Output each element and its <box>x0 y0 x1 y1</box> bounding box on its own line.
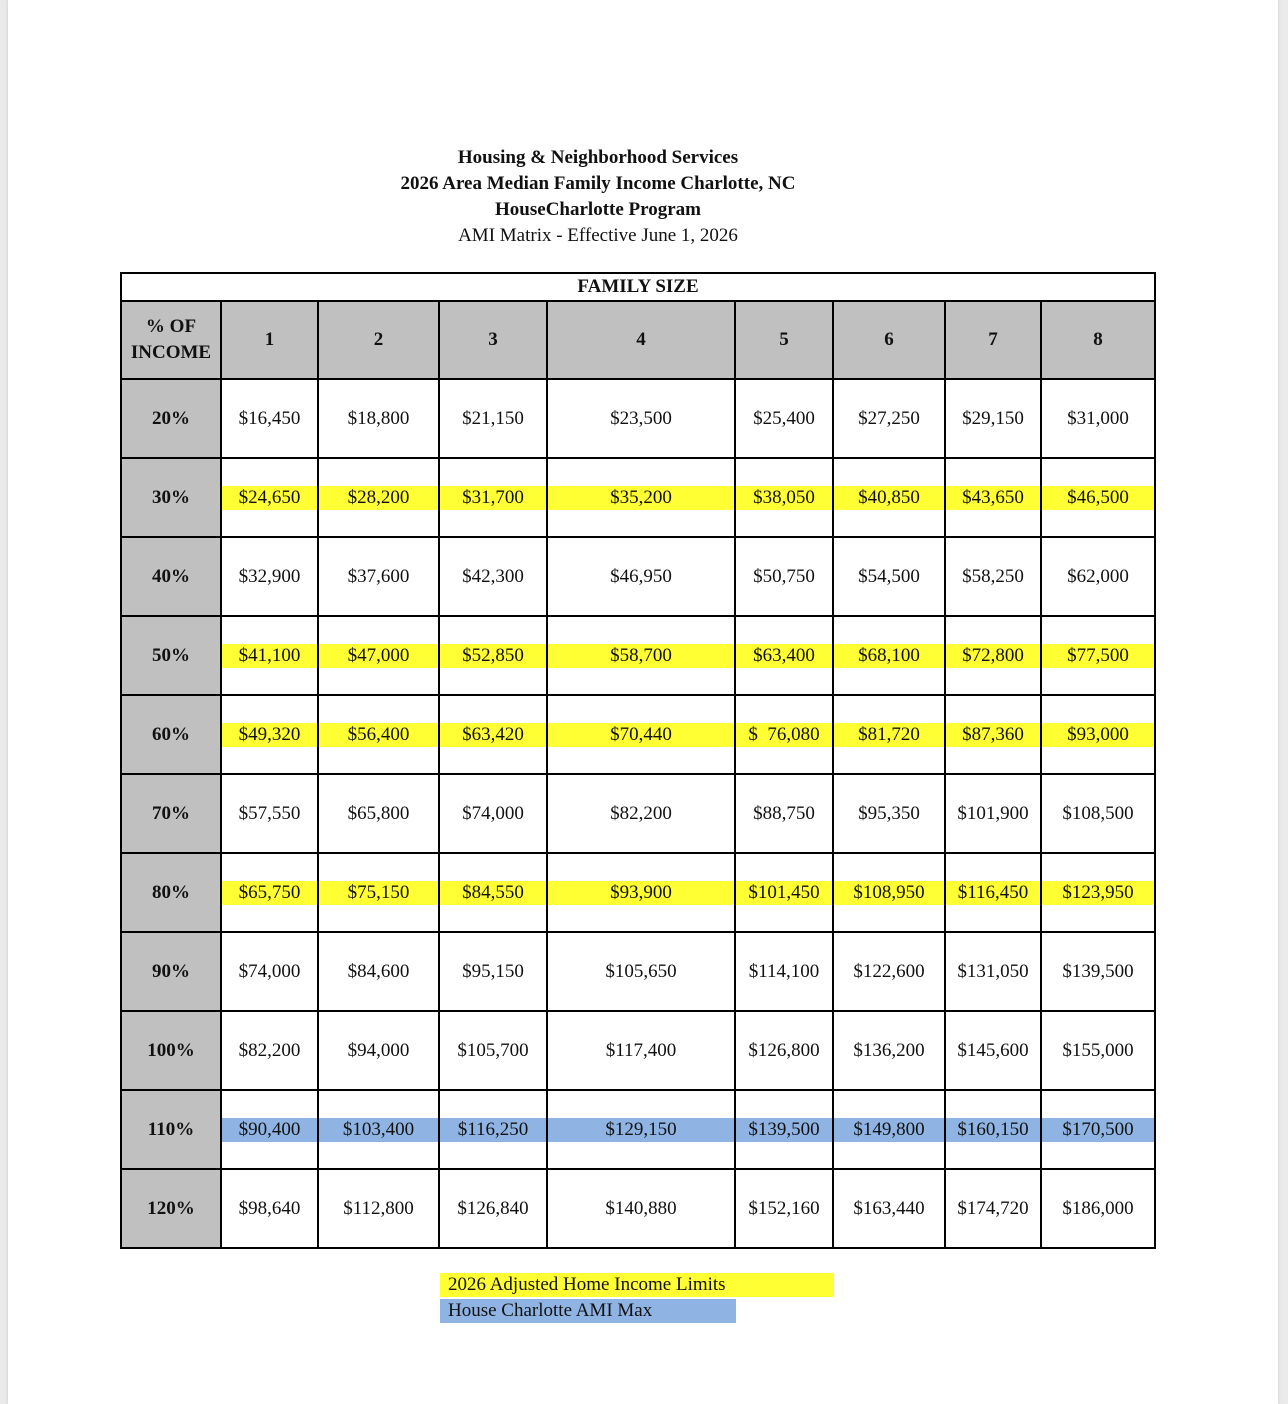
income-percent-cell: 40% <box>121 537 221 616</box>
income-limit-value: $149,800 <box>834 1118 944 1142</box>
income-percent-cell: 90% <box>121 932 221 1011</box>
income-limit-value: $49,320 <box>222 723 317 747</box>
family-size-column-header: 4 <box>547 301 735 379</box>
income-limit-value: $54,500 <box>858 565 920 587</box>
income-limit-value: $136,200 <box>853 1039 925 1061</box>
income-limit-cell <box>1041 695 1155 774</box>
income-limit-value: $50,750 <box>753 565 815 587</box>
income-limit-value: $70,440 <box>548 723 734 747</box>
income-limit-value: $23,500 <box>610 407 672 429</box>
income-limit-value: $75,150 <box>319 881 438 905</box>
income-limit-value: $84,600 <box>347 960 410 982</box>
income-limit-value: $140,880 <box>605 1197 677 1219</box>
income-limit-value: $37,600 <box>347 565 410 587</box>
income-limit-cell <box>318 458 439 537</box>
table-row <box>121 932 1155 1011</box>
income-limit-cell <box>221 695 318 774</box>
income-limit-cell <box>735 1011 833 1090</box>
income-limit-cell <box>735 616 833 695</box>
income-limit-cell <box>439 379 547 458</box>
income-limit-cell <box>547 1169 735 1248</box>
income-limit-cell <box>318 695 439 774</box>
header-program: HouseCharlotte Program <box>495 199 701 220</box>
income-limit-value: $21,150 <box>462 407 524 429</box>
income-percent-cell: 120% <box>121 1169 221 1248</box>
income-limit-value: $152,160 <box>748 1197 820 1219</box>
ami-table-body <box>121 379 1155 1248</box>
income-limit-value: $163,440 <box>853 1197 925 1219</box>
income-limit-cell <box>735 853 833 932</box>
income-limit-cell <box>439 774 547 853</box>
income-limit-value: $103,400 <box>319 1118 438 1142</box>
income-limit-value: $174,720 <box>957 1197 1029 1219</box>
family-size-column-header: 5 <box>735 301 833 379</box>
income-limit-value: $43,650 <box>946 486 1040 510</box>
income-limit-cell <box>439 537 547 616</box>
income-percent-cell: 110% <box>121 1090 221 1169</box>
income-limit-cell <box>439 853 547 932</box>
income-limit-cell <box>945 537 1041 616</box>
income-limit-value: $95,350 <box>858 802 920 824</box>
income-limit-value: $24,650 <box>222 486 317 510</box>
income-percent-cell: 20% <box>121 379 221 458</box>
income-limit-value: $62,000 <box>1067 565 1129 587</box>
income-limit-cell <box>1041 537 1155 616</box>
income-limit-value: $74,000 <box>238 960 301 982</box>
document-page <box>8 0 1278 1404</box>
income-limit-value: $105,700 <box>457 1039 529 1061</box>
income-limit-cell <box>1041 932 1155 1011</box>
income-limit-value: $108,950 <box>834 881 944 905</box>
header-effective-date: AMI Matrix - Effective June 1, 2026 <box>458 225 738 246</box>
income-percent-cell: 80% <box>121 853 221 932</box>
income-limit-value: $131,050 <box>957 960 1029 982</box>
income-limit-value: $84,550 <box>440 881 546 905</box>
income-limit-cell <box>735 1090 833 1169</box>
income-limit-value: $116,250 <box>440 1118 546 1142</box>
income-limit-value: $126,840 <box>457 1197 529 1219</box>
family-size-column-header: 6 <box>833 301 945 379</box>
header-agency: Housing & Neighborhood Services <box>457 147 739 168</box>
income-limit-cell <box>439 616 547 695</box>
legend-yellow-home-income-limits: 2026 Adjusted Home Income Limits <box>440 1273 834 1297</box>
income-limit-cell <box>945 932 1041 1011</box>
income-limit-cell <box>1041 1169 1155 1248</box>
header-title: 2026 Area Median Family Income Charlotte, NC <box>400 173 796 194</box>
income-limit-value: $46,950 <box>610 565 672 587</box>
table-row <box>121 774 1155 853</box>
income-limit-value: $94,000 <box>347 1039 410 1061</box>
income-limit-value: $160,150 <box>946 1118 1040 1142</box>
income-limit-value: $82,200 <box>238 1039 301 1061</box>
income-limit-cell <box>318 1169 439 1248</box>
income-limit-value: $87,360 <box>946 723 1040 747</box>
income-limit-value: $65,750 <box>222 881 317 905</box>
income-limit-cell <box>439 1090 547 1169</box>
income-limit-value: $145,600 <box>957 1039 1029 1061</box>
income-limit-cell <box>833 1169 945 1248</box>
income-limit-cell <box>318 932 439 1011</box>
legend-blue-ami-max: House Charlotte AMI Max <box>440 1299 736 1323</box>
income-limit-value: $81,720 <box>834 723 944 747</box>
family-size-column-header: 7 <box>945 301 1041 379</box>
income-percent-cell: 60% <box>121 695 221 774</box>
income-limit-cell <box>735 537 833 616</box>
income-limit-cell <box>1041 853 1155 932</box>
income-limit-value: $88,750 <box>753 802 815 824</box>
income-limit-value: $16,450 <box>238 407 301 429</box>
family-size-column-header: 8 <box>1041 301 1155 379</box>
income-limit-cell <box>735 458 833 537</box>
income-limit-value: $25,400 <box>753 407 815 429</box>
income-limit-cell <box>833 379 945 458</box>
income-limit-cell <box>833 774 945 853</box>
income-limit-cell <box>1041 379 1155 458</box>
income-limit-cell <box>833 853 945 932</box>
income-limit-value: $42,300 <box>462 565 524 587</box>
pct-income-header <box>121 301 221 379</box>
income-limit-value: $68,100 <box>834 644 944 668</box>
income-limit-cell <box>833 537 945 616</box>
income-limit-cell <box>318 1011 439 1090</box>
income-limit-value: $139,500 <box>736 1118 832 1142</box>
income-limit-cell <box>318 537 439 616</box>
income-percent-cell: 50% <box>121 616 221 695</box>
income-limit-cell <box>547 853 735 932</box>
income-limit-value: $101,450 <box>736 881 832 905</box>
table-row <box>121 537 1155 616</box>
income-limit-cell <box>945 379 1041 458</box>
income-limit-value: $114,100 <box>748 960 820 982</box>
income-limit-cell <box>945 1169 1041 1248</box>
income-limit-cell <box>221 1169 318 1248</box>
income-limit-cell <box>221 932 318 1011</box>
income-limit-cell <box>833 932 945 1011</box>
income-limit-cell <box>945 1011 1041 1090</box>
table-row <box>121 379 1155 458</box>
income-limit-cell <box>735 695 833 774</box>
table-row <box>121 1169 1155 1248</box>
income-limit-cell <box>318 774 439 853</box>
income-limit-cell <box>833 695 945 774</box>
income-limit-value: $31,700 <box>440 486 546 510</box>
ami-matrix-table <box>120 272 1156 1249</box>
pct-income-header-line2: INCOME <box>130 342 212 363</box>
income-limit-cell <box>945 616 1041 695</box>
income-limit-value: $38,050 <box>736 486 832 510</box>
income-limit-cell <box>547 695 735 774</box>
income-limit-value: $63,400 <box>736 644 832 668</box>
income-limit-cell <box>735 379 833 458</box>
income-limit-cell <box>318 379 439 458</box>
income-limit-value: $98,640 <box>238 1197 301 1219</box>
income-limit-cell <box>1041 774 1155 853</box>
income-limit-cell <box>547 537 735 616</box>
income-limit-cell <box>547 616 735 695</box>
income-limit-cell <box>833 458 945 537</box>
income-limit-value: $40,850 <box>834 486 944 510</box>
income-limit-value: $18,800 <box>347 407 410 429</box>
income-limit-value: $58,250 <box>962 565 1024 587</box>
family-size-column-header: 2 <box>318 301 439 379</box>
income-limit-cell <box>439 1169 547 1248</box>
table-row <box>121 1090 1155 1169</box>
income-limit-cell <box>221 458 318 537</box>
income-limit-cell <box>547 1011 735 1090</box>
income-limit-cell <box>547 458 735 537</box>
income-limit-cell <box>439 932 547 1011</box>
income-limit-value: $58,700 <box>548 644 734 668</box>
income-limit-value: $116,450 <box>946 881 1040 905</box>
income-limit-value: $117,400 <box>605 1039 677 1061</box>
income-limit-value: $112,800 <box>343 1197 414 1219</box>
income-limit-value: $129,150 <box>548 1118 734 1142</box>
income-limit-value: $95,150 <box>462 960 524 982</box>
income-limit-cell <box>318 616 439 695</box>
income-limit-cell <box>439 458 547 537</box>
income-limit-value: $101,900 <box>957 802 1029 824</box>
income-limit-cell <box>221 1090 318 1169</box>
income-limit-cell <box>1041 458 1155 537</box>
income-limit-value: $93,000 <box>1042 723 1154 747</box>
income-limit-cell <box>221 853 318 932</box>
income-limit-value: $47,000 <box>319 644 438 668</box>
income-limit-value: $93,900 <box>548 881 734 905</box>
income-percent-cell: 100% <box>121 1011 221 1090</box>
income-limit-cell <box>221 537 318 616</box>
income-limit-value: $56,400 <box>319 723 438 747</box>
table-row <box>121 695 1155 774</box>
income-limit-value: $27,250 <box>858 407 920 429</box>
income-limit-value: $77,500 <box>1042 644 1154 668</box>
income-limit-value: $29,150 <box>962 407 1024 429</box>
income-limit-cell <box>547 774 735 853</box>
income-limit-value: $35,200 <box>548 486 734 510</box>
table-row <box>121 1011 1155 1090</box>
income-limit-value: $105,650 <box>605 960 677 982</box>
income-limit-cell <box>735 1169 833 1248</box>
income-limit-cell <box>735 774 833 853</box>
income-limit-value: $123,950 <box>1042 881 1154 905</box>
income-limit-value: $72,800 <box>946 644 1040 668</box>
income-limit-cell <box>833 616 945 695</box>
income-limit-cell <box>945 695 1041 774</box>
income-limit-cell <box>945 1090 1041 1169</box>
income-limit-cell <box>221 774 318 853</box>
income-limit-cell <box>547 1090 735 1169</box>
table-row <box>121 458 1155 537</box>
document-header <box>8 145 1188 249</box>
income-limit-cell <box>833 1090 945 1169</box>
income-limit-cell <box>833 1011 945 1090</box>
family-size-header: FAMILY SIZE <box>121 273 1155 301</box>
income-limit-cell <box>1041 616 1155 695</box>
income-limit-cell <box>1041 1011 1155 1090</box>
income-limit-cell <box>318 1090 439 1169</box>
income-limit-value: $186,000 <box>1062 1197 1134 1219</box>
income-limit-value: $65,800 <box>347 802 410 824</box>
income-limit-cell <box>221 1011 318 1090</box>
income-limit-value: $155,000 <box>1062 1039 1134 1061</box>
income-limit-value: $74,000 <box>462 802 524 824</box>
income-limit-value: $57,550 <box>238 802 301 824</box>
income-limit-cell <box>221 379 318 458</box>
income-limit-value: $31,000 <box>1067 407 1129 429</box>
income-limit-cell <box>547 379 735 458</box>
income-limit-cell <box>945 458 1041 537</box>
income-limit-cell <box>547 932 735 1011</box>
income-limit-value: $46,500 <box>1042 486 1154 510</box>
income-limit-value: $52,850 <box>440 644 546 668</box>
income-limit-cell <box>439 695 547 774</box>
income-limit-cell <box>221 616 318 695</box>
income-limit-cell <box>735 932 833 1011</box>
income-limit-value: $63,420 <box>440 723 546 747</box>
income-limit-value: $126,800 <box>748 1039 820 1061</box>
table-row <box>121 616 1155 695</box>
table-row <box>121 853 1155 932</box>
income-limit-value: $122,600 <box>853 960 925 982</box>
income-limit-cell <box>945 774 1041 853</box>
income-limit-value: $108,500 <box>1062 802 1134 824</box>
income-limit-value: $82,200 <box>610 802 672 824</box>
income-limit-value: $28,200 <box>319 486 438 510</box>
income-limit-value: $170,500 <box>1042 1118 1154 1142</box>
pct-income-header-line1: % OF <box>145 316 197 337</box>
family-size-column-header: 1 <box>221 301 318 379</box>
income-percent-cell: 70% <box>121 774 221 853</box>
income-percent-cell: 30% <box>121 458 221 537</box>
income-limit-value: $90,400 <box>222 1118 317 1142</box>
income-limit-cell <box>439 1011 547 1090</box>
income-limit-cell <box>318 853 439 932</box>
income-limit-value: $139,500 <box>1062 960 1134 982</box>
income-limit-cell <box>945 853 1041 932</box>
income-limit-value: $41,100 <box>222 644 317 668</box>
family-size-column-header: 3 <box>439 301 547 379</box>
income-limit-value: $ 76,080 <box>736 723 832 747</box>
income-limit-cell <box>1041 1090 1155 1169</box>
income-limit-value: $32,900 <box>238 565 301 587</box>
